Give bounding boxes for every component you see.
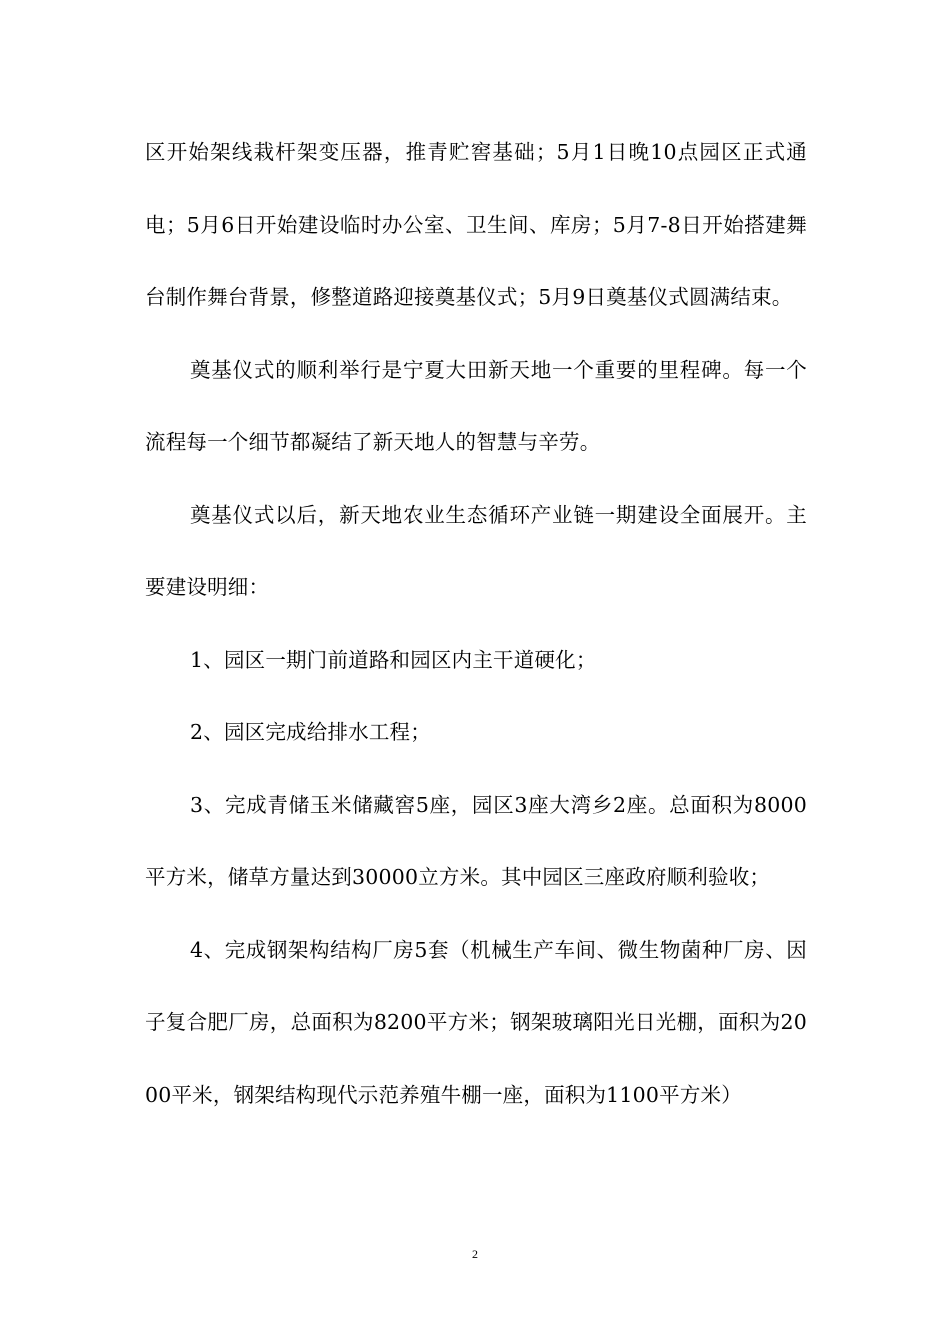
document-body <box>145 116 807 1131</box>
list-item-silage-cellars: 3、完成青储玉米储藏窖5座，园区3座大湾乡2座。总面积为8000平方米，储草方量达到30000立方米。其中园区三座政府顺利验收； <box>145 792 807 889</box>
page-number: 2 <box>472 1247 478 1261</box>
paragraph-phase-one-intro: 奠基仪式以后，新天地农业生态循环产业链一期建设全面展开。主要建设明细： <box>145 502 807 599</box>
paragraph-milestone: 奠基仪式的顺利举行是宁夏大田新天地一个重要的里程碑。每一个流程每一个细节都凝结了新天地人的智慧与辛劳。 <box>145 357 807 454</box>
list-item-drainage: 2、园区完成给排水工程； <box>190 720 431 744</box>
list-item-steel-buildings: 4、完成钢架构结构厂房5套（机械生产车间、微生物菌种厂房、因子复合肥厂房，总面积为8200平方米；钢架玻璃阳光日光棚，面积为2000平米，钢架结构现代示范养殖牛棚一座，面积为1100平方米） <box>145 937 807 1107</box>
paragraph-construction-timeline: 区开始架线栽杆架变压器，推青贮窖基础；5月1日晚10点园区正式通电；5月6日开始建设临时办公室、卫生间、库房；5月7-8日开始搭建舞台制作舞台背景，修整道路迎接奠基仪式；5月9日奠基仪式圆满结束。 <box>145 140 807 309</box>
list-item-roads: 1、园区一期门前道路和园区内主干道硬化； <box>190 647 597 672</box>
